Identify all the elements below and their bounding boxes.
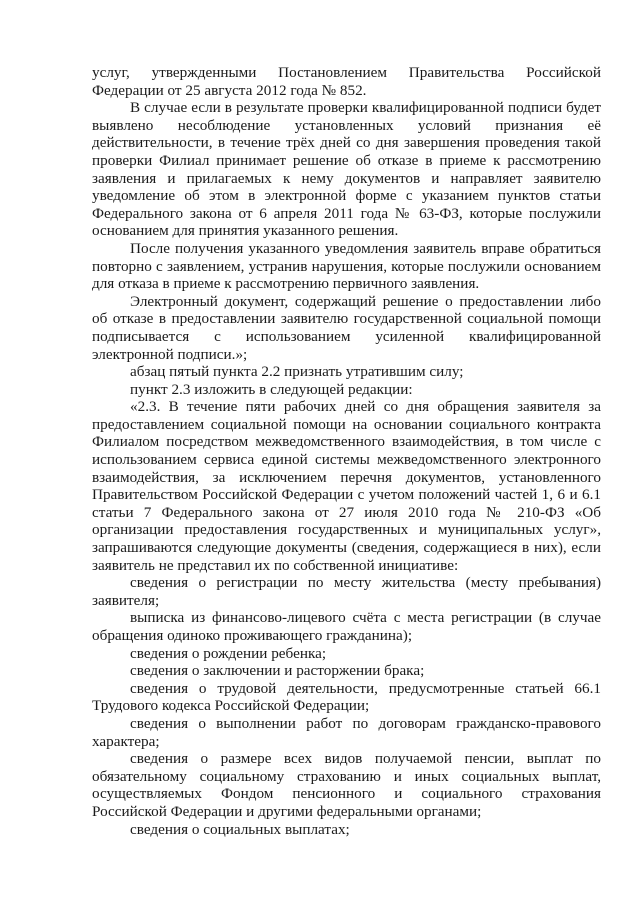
list-item-pension: сведения о размере всех видов получаемой пенсии, выплат по обязательному социальному страхованию и иных социальных выплат, осуществляемых Фондом пенсионного и социального страхования Российской Федерации и другими федеральными органами;: [92, 750, 601, 820]
paragraph-electronic-decision: Электронный документ, содержащий решение о предоставлении либо об отказе в предоставлении заявителю государственной социальной помощи подписывается с использованием усиленной квалифицированной электронной подписи.»;: [92, 292, 601, 363]
list-item-birth: сведения о рождении ребенка;: [130, 644, 327, 662]
document-page: [92, 64, 601, 838]
list-item-marriage: сведения о заключении и расторжении брака;: [130, 662, 425, 680]
paragraph-abzats-annulled: абзац пятый пункта 2.2 признать утратившим силу;: [130, 363, 464, 381]
paragraph-signature-check: В случае если в результате проверки квалифицированной подписи будет выявлено несоблюдение установленных условий признания её действительности, в течение трёх дней со дня завершения проведения такой проверки Филиал принимает решение об отказе в приеме к рассмотрению заявления и прилагаемых к нему документов и направляет заявителю уведомление об этом в электронной форме с указанием пунктов статьи Федерального закона от 6 апреля 2011 года № 63-ФЗ, которые послужили основанием для принятия указанного решения.: [92, 99, 601, 240]
list-item-registration: сведения о регистрации по месту жительства (месту пребывания) заявителя;: [92, 574, 601, 609]
paragraph-repeat-application: После получения указанного уведомления заявитель вправе обратиться повторно с заявлением, устранив нарушения, которые послужили основанием для отказа в приеме к рассмотрению первичного заявления.: [92, 239, 601, 293]
list-item-social-payments: сведения о социальных выплатах;: [130, 820, 350, 838]
paragraph-punkt-2-3: «2.3. В течение пяти рабочих дней со дня обращения заявителя за предоставлением социальной помощи на основании социального контракта Филиалом посредством межведомственного взаимодействия, в том числе с использованием сервиса единой системы межведомственного электронного взаимодействия, за исключением перечня документов, установленного Правительством Российской Федерации с учетом положений частей 1, 6 и 6.1 статьи 7 Федерального закона от 27 июля 2010 года № 210-ФЗ «Об организации предоставления государственных и муниципальных услуг», запрашиваются следующие документы (сведения, содержащиеся в них), если заявитель не представил их по собственной инициативе:: [92, 398, 601, 574]
list-item-civil-contracts: сведения о выполнении работ по договорам гражданско-правового характера;: [92, 714, 601, 750]
paragraph-continuation: услуг, утвержденными Постановлением Правительства Российской Федерации от 25 августа 2012 года № 852.: [92, 64, 601, 99]
list-item-labor: сведения о трудовой деятельности, предусмотренные статьей 66.1 Трудового кодекса Российской Федерации;: [92, 679, 601, 715]
list-item-account-extract: выписка из финансово-лицевого счёта с места регистрации (в случае обращения одиноко проживающего гражданина);: [92, 609, 601, 644]
paragraph-punkt-2-3-intro: пункт 2.3 изложить в следующей редакции:: [130, 380, 413, 398]
